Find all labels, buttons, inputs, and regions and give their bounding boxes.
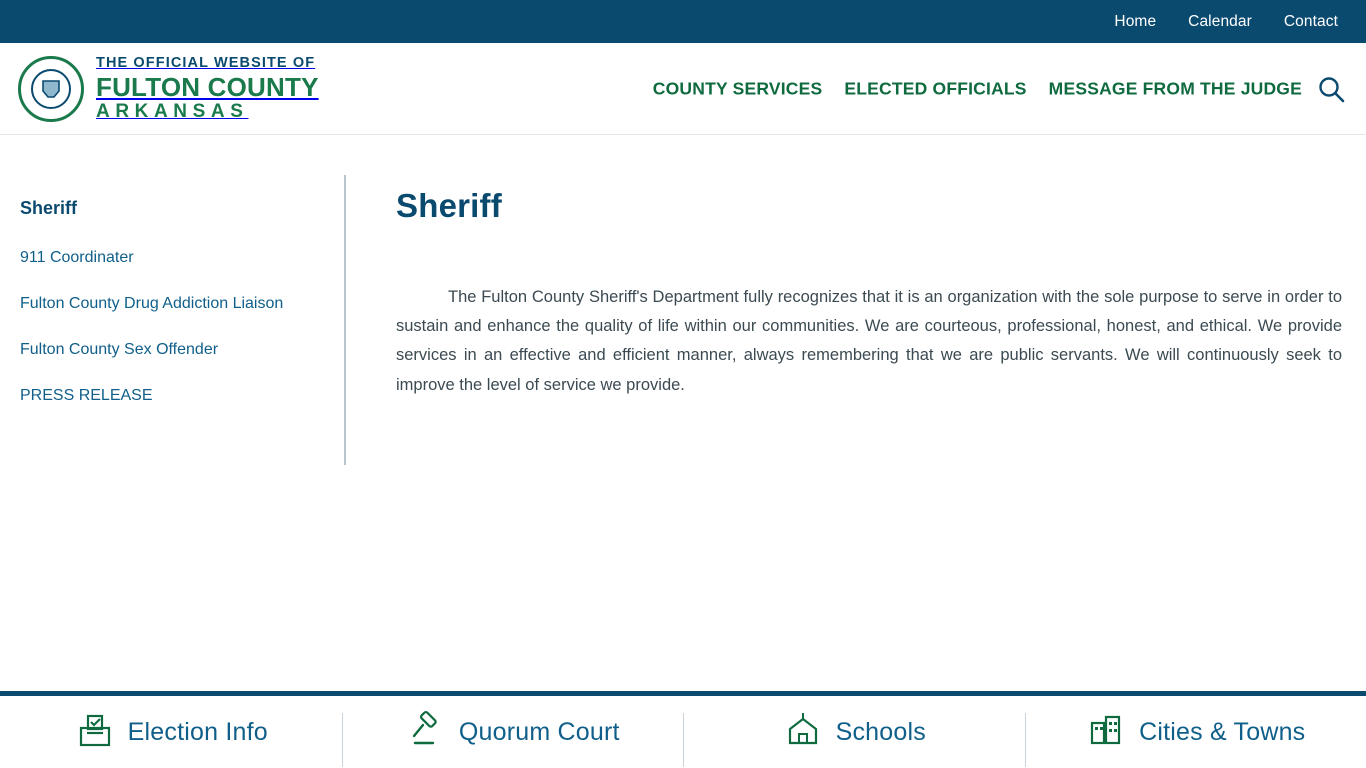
gavel-icon xyxy=(405,709,447,756)
sidebar-item-sex-offender[interactable]: Fulton County Sex Offender xyxy=(20,341,219,358)
footer-item-election-info[interactable] xyxy=(0,709,342,756)
sidebar-item-drug-addiction-liaison[interactable]: Fulton County Drug Addiction Liaison xyxy=(20,295,284,312)
logo-line-3: ARKANSAS xyxy=(96,100,249,122)
main-navigation xyxy=(631,78,1302,99)
main-article xyxy=(346,175,1366,691)
logo-line-1: THE OFFICIAL WEBSITE OF xyxy=(96,55,316,72)
sidebar-item-sheriff[interactable]: Sheriff xyxy=(20,198,78,218)
ballot-box-icon xyxy=(74,709,116,756)
footer-label-election-info: Election Info xyxy=(127,717,268,746)
sidebar-item-press-release[interactable]: PRESS RELEASE xyxy=(20,387,153,404)
utility-top-bar xyxy=(0,0,1366,43)
topbar-link-contact[interactable]: Contact xyxy=(1283,12,1338,30)
site-logo[interactable] xyxy=(0,56,319,122)
page-content xyxy=(0,135,1366,691)
topbar-link-calendar[interactable]: Calendar xyxy=(1188,12,1252,30)
footer-label-quorum-court: Quorum Court xyxy=(458,717,620,746)
site-header xyxy=(0,43,1366,135)
footer-item-quorum-court[interactable] xyxy=(342,709,684,756)
footer-item-cities-and-towns[interactable] xyxy=(1025,709,1366,756)
footer-label-cities-and-towns: Cities & Towns xyxy=(1139,717,1306,746)
sidebar-item-911-coordinater[interactable]: 911 Coordinater xyxy=(20,249,134,266)
search-icon[interactable] xyxy=(1316,74,1346,104)
footer-item-schools[interactable] xyxy=(683,709,1025,756)
logo-line-2: FULTON COUNTY xyxy=(96,71,319,102)
footer-label-schools: Schools xyxy=(835,717,926,746)
nav-item-elected-officials[interactable]: ELECTED OFFICIALS xyxy=(844,78,1027,98)
city-buildings-icon xyxy=(1085,709,1127,756)
topbar-link-home[interactable]: Home xyxy=(1114,12,1157,30)
footer-quicklinks xyxy=(0,696,1366,768)
page-title: Sheriff xyxy=(396,187,502,224)
nav-item-message-from-the-judge[interactable]: MESSAGE FROM THE JUDGE xyxy=(1048,78,1302,98)
county-seal-icon xyxy=(18,56,84,122)
schoolhouse-icon xyxy=(782,709,824,756)
article-paragraph: The Fulton County Sheriff's Department fully recognizes that it is an organization with the sole purpose to serve in order to sustain and enhance the quality of life within our communities. We are courteous, professional, honest, and ethical. We provide services in an effective and efficient manner, always remembering that we are public servants. We will continuously seek to improve the level of service we provide. xyxy=(396,288,1342,394)
nav-item-county-services[interactable]: COUNTY SERVICES xyxy=(652,78,823,98)
section-sidebar xyxy=(0,175,346,465)
